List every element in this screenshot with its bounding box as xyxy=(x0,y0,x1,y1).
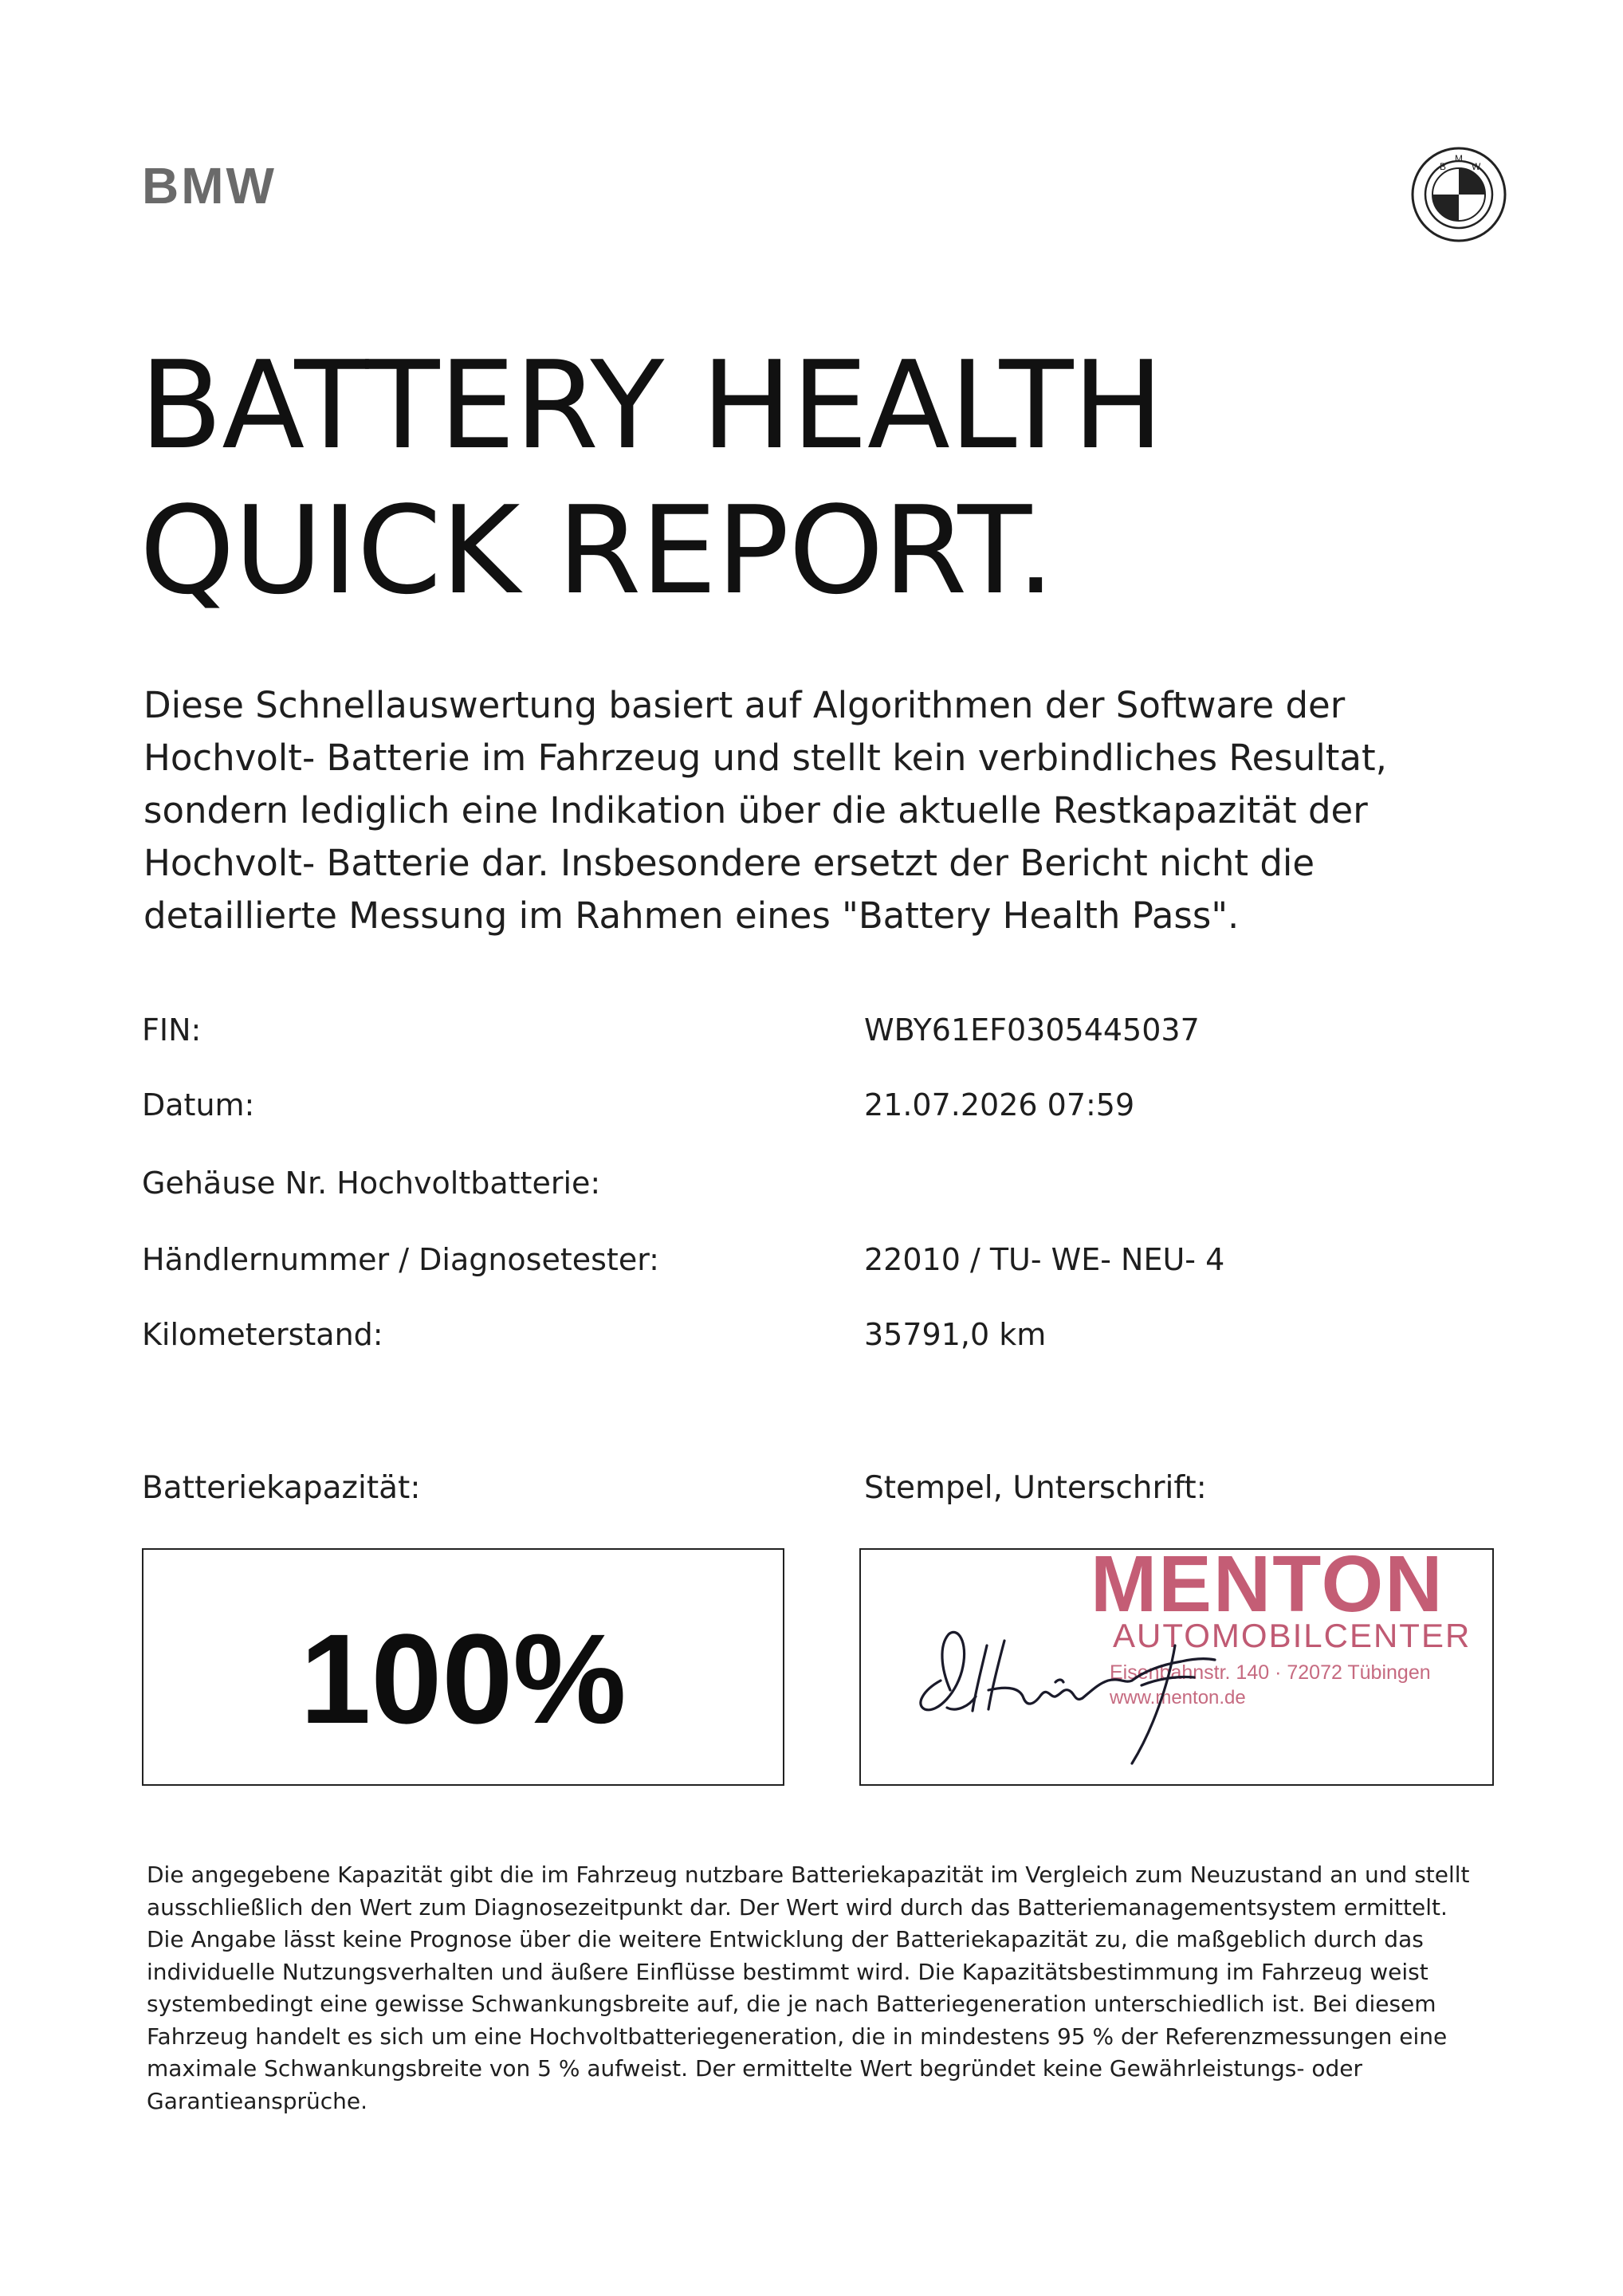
brand-wordmark: BMW xyxy=(142,157,277,214)
date-value: 21.07.2026 07:59 xyxy=(864,1087,1135,1122)
mileage-value: 35791,0 km xyxy=(864,1317,1047,1352)
stamp-signature-label: Stempel, Unterschrift: xyxy=(864,1470,1207,1506)
page-title xyxy=(140,333,1535,623)
stamp-website: www.menton.de xyxy=(1110,1687,1246,1708)
page-title-line-2: QUICK REPORT. xyxy=(140,480,1055,621)
capacity-box xyxy=(142,1548,784,1786)
capacity-label: Batteriekapazität: xyxy=(142,1470,421,1506)
fin-label: FIN: xyxy=(142,1012,202,1048)
capacity-value: 100% xyxy=(300,1607,627,1750)
stamp-company-name: MENTON xyxy=(1091,1539,1444,1629)
bmw-roundel-icon xyxy=(1409,145,1508,244)
mileage-label: Kilometerstand: xyxy=(142,1317,383,1352)
handwritten-signature xyxy=(893,1578,1307,1778)
stamp-address: Eisenbahnstr. 140 · 72072 Tübingen xyxy=(1110,1661,1431,1684)
intro-paragraph: Diese Schnellauswertung basiert auf Algorithmen der Software der Hochvolt- Batterie im Fahrzeug und stellt kein verbindliches Resultat, sondern lediglich eine Indikation über die aktuelle Restkapazität der Hochvolt- Batterie dar. Insbesondere ersetzt der Bericht nicht die detaillierte Messung im Rahmen eines "Battery Health Pass". xyxy=(143,684,1387,937)
dealer-tester-label: Händlernummer / Diagnosetester: xyxy=(142,1242,659,1277)
stamp-company-subtitle: AUTOMOBILCENTER xyxy=(1113,1617,1472,1654)
dealer-tester-value: 22010 / TU- WE- NEU- 4 xyxy=(864,1242,1225,1277)
page-title-line-1: BATTERY HEALTH xyxy=(140,335,1163,476)
battery-housing-label: Gehäuse Nr. Hochvoltbatterie: xyxy=(142,1166,601,1201)
date-label: Datum: xyxy=(142,1087,255,1122)
roundel-letter-b: B xyxy=(1440,161,1447,172)
roundel-letter-m: M xyxy=(1455,153,1463,164)
roundel-letter-w: W xyxy=(1472,161,1481,172)
disclaimer-text: Die angegebene Kapazität gibt die im Fahrzeug nutzbare Batteriekapazität im Vergleich zum Neuzustand an und stellt ausschließlich den Wert zum Diagnosezeitpunkt dar. Der Wert wird durch das Batteriemanagementsystem ermittelt. Die Angabe lässt keine Prognose über die weitere Entwicklung der Batteriekapazität zu, die maßgeblich durch das individuelle Nutzungsverhalten und äußere Einflüsse bestimmt wird. Die Kapazitätsbestimmung im Fahrzeug weist systembedingt eine gewisse Schwankungsbreite auf, die je nach Batteriegeneration unterschiedlich ist. Bei diesem Fahrzeug handelt es sich um eine Hochvoltbatteriegeneration, die in mindestens 95 % der Referenzmessungen eine maximale Schwankungsbreite von 5 % aufweist. Der ermittelte Wert begründet keine Gewährleistungs- oder Garantieansprüche. xyxy=(147,1862,1470,2114)
fin-value: WBY61EF0305445037 xyxy=(864,1012,1200,1048)
